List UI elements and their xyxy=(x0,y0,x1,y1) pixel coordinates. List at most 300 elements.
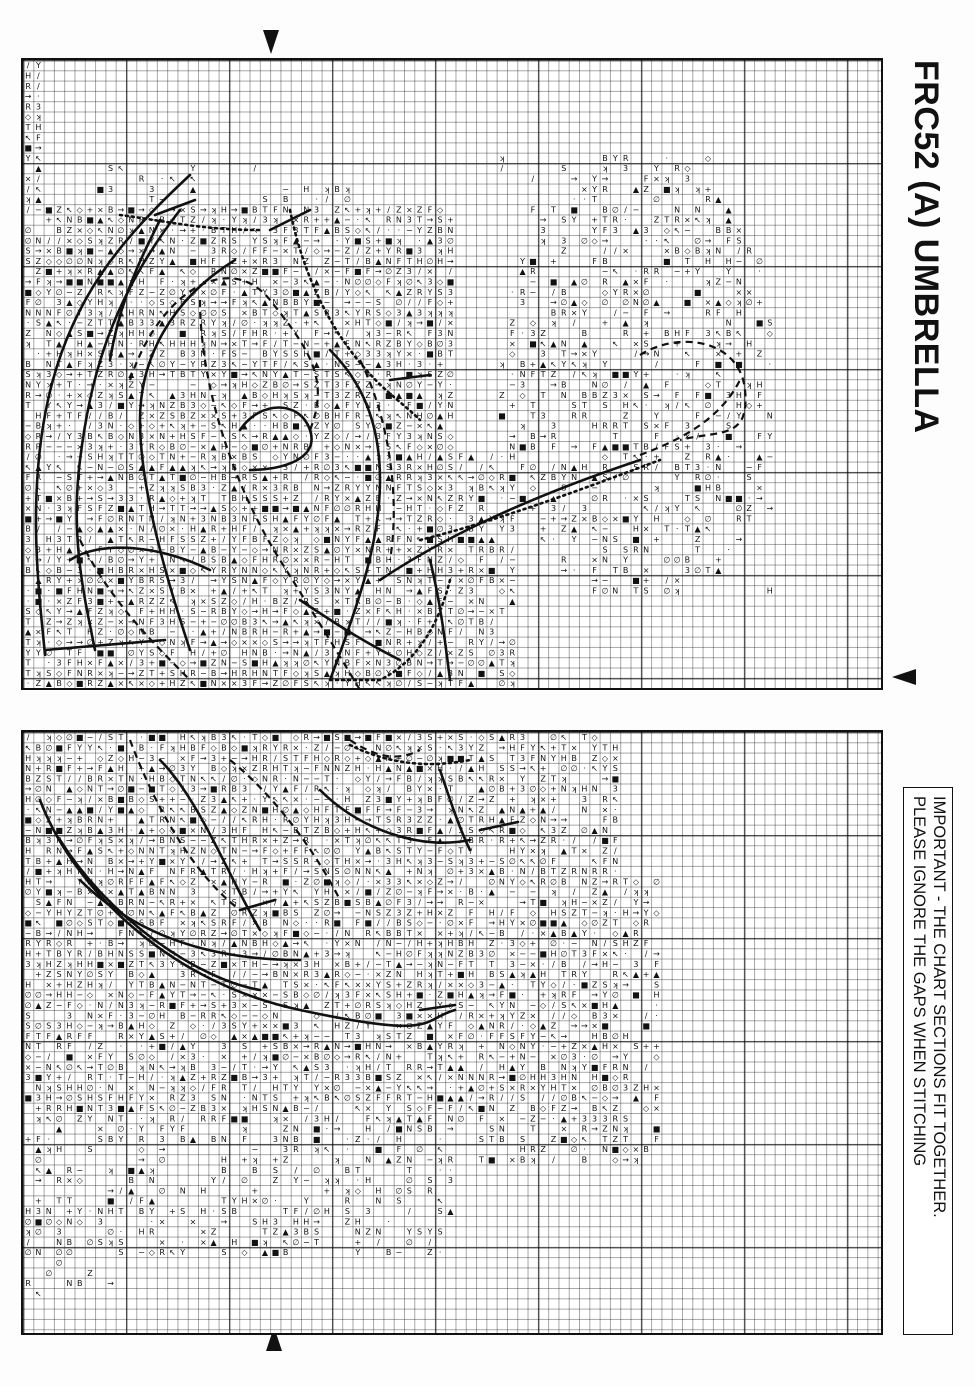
stitch-symbol: B xyxy=(602,205,608,214)
stitch-symbol: F xyxy=(67,587,72,596)
stitch-symbol: ■ xyxy=(385,319,393,328)
stitch-symbol: T xyxy=(344,257,350,266)
stitch-symbol: B xyxy=(304,442,310,451)
stitch-symbol: F xyxy=(376,607,381,616)
stitch-symbol: ↖ xyxy=(56,628,63,637)
stitch-symbol: S xyxy=(36,898,41,907)
stitch-symbol: ◇ xyxy=(108,257,115,266)
stitch-symbol: 3 xyxy=(77,566,82,575)
stitch-symbol: / xyxy=(439,980,442,989)
stitch-symbol: H xyxy=(77,350,83,359)
stitch-symbol: − xyxy=(303,422,310,431)
stitch-symbol: − xyxy=(200,836,207,845)
stitch-symbol: ↖ xyxy=(385,836,392,845)
stitch-symbol: ◇ xyxy=(581,919,588,928)
stitch-symbol: N xyxy=(592,785,598,794)
stitch-symbol: N xyxy=(314,483,320,492)
stitch-symbol: H xyxy=(159,607,165,616)
stitch-symbol: ■ xyxy=(416,991,424,1000)
stitch-symbol: − xyxy=(365,411,372,420)
stitch-symbol: T xyxy=(632,442,638,451)
stitch-symbol: S xyxy=(252,494,257,503)
stitch-symbol: ◇ xyxy=(643,1104,650,1113)
stitch-symbol: ∅ xyxy=(395,888,402,897)
stitch-symbol: ▲ xyxy=(375,1083,382,1092)
stitch-symbol: 3 xyxy=(314,970,319,979)
stitch-symbol: B xyxy=(262,648,268,657)
stitch-symbol: ◇ xyxy=(231,247,238,256)
stitch-symbol: / xyxy=(37,175,40,184)
stitch-symbol: ■ xyxy=(509,991,517,1000)
stitch-symbol: B xyxy=(98,949,104,958)
stitch-symbol: Z xyxy=(365,1094,371,1103)
notice-line-2: PLEASE IGNORE THE GAPS WHEN STITCHING xyxy=(909,796,929,1326)
stitch-symbol: ■ xyxy=(76,733,84,742)
stitch-symbol: / xyxy=(78,774,81,783)
stitch-symbol: Y xyxy=(354,483,360,492)
stitch-symbol: ∅ xyxy=(56,1259,63,1268)
stitch-symbol: ■ xyxy=(66,247,74,256)
stitch-symbol: T xyxy=(159,453,165,462)
stitch-symbol: Z xyxy=(87,319,93,328)
stitch-symbol: × xyxy=(76,226,83,235)
stitch-symbol: N xyxy=(87,877,93,886)
stitch-symbol: / xyxy=(47,556,50,565)
stitch-symbol: N xyxy=(386,1053,392,1062)
stitch-symbol: × xyxy=(684,432,691,441)
stitch-symbol: ∅ xyxy=(117,226,124,235)
stitch-symbol: Z xyxy=(643,185,649,194)
stitch-symbol: F xyxy=(129,877,134,886)
stitch-symbol: × xyxy=(416,929,423,938)
stitch-symbol: S xyxy=(427,733,432,742)
stitch-symbol: R xyxy=(582,1125,588,1134)
stitch-symbol: − xyxy=(303,774,310,783)
stitch-symbol: ■ xyxy=(97,960,105,969)
stitch-symbol: N xyxy=(128,867,134,876)
stitch-symbol: H xyxy=(406,628,412,637)
stitch-symbol: → xyxy=(736,442,743,451)
stitch-symbol: + xyxy=(251,1186,258,1195)
stitch-symbol: − xyxy=(221,545,228,554)
stitch-symbol: · xyxy=(140,494,143,503)
stitch-symbol: × xyxy=(241,1032,248,1041)
stitch-symbol: B xyxy=(149,888,155,897)
stitch-symbol: H xyxy=(581,785,587,794)
stitch-symbol: ◇ xyxy=(118,216,125,225)
stitch-symbol: B xyxy=(211,733,217,742)
stitch-symbol: ◇ xyxy=(87,226,94,235)
stitch-symbol: 3 xyxy=(510,525,515,534)
stitch-symbol: ʞ xyxy=(242,1104,247,1113)
stitch-symbol: ▲ xyxy=(375,360,382,369)
stitch-symbol: / xyxy=(552,805,555,814)
stitch-symbol: × xyxy=(581,1001,588,1010)
stitch-symbol: T xyxy=(190,370,196,379)
stitch-symbol: / xyxy=(532,867,535,876)
stitch-symbol: × xyxy=(148,411,155,420)
stitch-symbol: B xyxy=(221,556,227,565)
stitch-symbol: H xyxy=(169,617,175,626)
stitch-symbol: Z xyxy=(355,607,361,616)
stitch-symbol: F xyxy=(438,846,443,855)
stitch-symbol: ▲ xyxy=(180,1042,187,1051)
stitch-symbol: ◇ xyxy=(241,442,248,451)
stitch-symbol: N xyxy=(293,648,299,657)
stitch-symbol: − xyxy=(334,267,341,276)
stitch-symbol: → xyxy=(251,607,258,616)
stitch-symbol: B xyxy=(170,442,176,451)
stitch-symbol: 3 xyxy=(180,970,185,979)
stitch-symbol: H xyxy=(344,857,350,866)
stitch-symbol: → xyxy=(251,401,258,410)
stitch-symbol: − xyxy=(313,795,320,804)
stitch-symbol: T xyxy=(272,669,278,678)
stitch-symbol: Z xyxy=(190,319,196,328)
stitch-symbol: ▲ xyxy=(437,411,444,420)
stitch-symbol: H xyxy=(56,991,62,1000)
stitch-symbol: H xyxy=(530,1073,536,1082)
stitch-symbol: ↖ xyxy=(375,411,382,420)
stitch-symbol: N xyxy=(561,463,567,472)
stitch-symbol: / xyxy=(315,494,318,503)
stitch-symbol: 3 xyxy=(335,463,340,472)
stitch-symbol: ↖ xyxy=(251,298,258,307)
stitch-symbol: + xyxy=(159,422,166,431)
stitch-symbol: ▲ xyxy=(509,970,516,979)
stitch-symbol: ◇ xyxy=(355,288,362,297)
stitch-symbol: T xyxy=(468,816,474,825)
stitch-symbol: N xyxy=(447,226,453,235)
stitch-symbol: ↖ xyxy=(488,1053,495,1062)
stitch-symbol: N xyxy=(520,867,526,876)
stitch-symbol: R xyxy=(602,277,608,286)
stitch-symbol: / xyxy=(655,442,658,451)
stitch-symbol: + xyxy=(406,795,413,804)
stitch-symbol: · xyxy=(563,939,566,948)
stitch-symbol: ↖ xyxy=(540,535,547,544)
stitch-symbol: F xyxy=(397,257,402,266)
stitch-symbol: S xyxy=(304,360,309,369)
stitch-symbol: ▲ xyxy=(437,669,444,678)
stitch-symbol: F xyxy=(376,805,381,814)
stitch-symbol: / xyxy=(645,949,648,958)
stitch-symbol: Z xyxy=(36,774,42,783)
stitch-symbol: ʞ xyxy=(129,277,134,286)
stitch-symbol: R xyxy=(98,288,104,297)
stitch-symbol: N xyxy=(200,391,206,400)
stitch-symbol: · xyxy=(655,1001,658,1010)
stitch-symbol: ◇ xyxy=(138,1145,145,1154)
stitch-symbol: / xyxy=(562,504,565,513)
stitch-symbol: Z xyxy=(602,1125,608,1134)
stitch-symbol: ▲ xyxy=(303,288,310,297)
stitch-symbol: / xyxy=(326,617,329,626)
stitch-symbol: 3 xyxy=(407,816,412,825)
stitch-symbol: Y xyxy=(344,679,350,688)
stitch-symbol: ↖ xyxy=(540,826,547,835)
stitch-symbol: − xyxy=(385,1083,392,1092)
stitch-symbol: ∅ xyxy=(550,733,557,742)
stitch-symbol: N xyxy=(211,514,217,523)
stitch-symbol: F xyxy=(242,535,247,544)
stitch-symbol: S xyxy=(26,1011,31,1020)
stitch-symbol: → xyxy=(45,877,52,886)
stitch-symbol: T xyxy=(282,764,288,773)
stitch-symbol: H xyxy=(375,504,381,513)
stitch-symbol: ↖ xyxy=(344,566,351,575)
stitch-symbol: + xyxy=(643,970,650,979)
stitch-symbol: ʞ xyxy=(664,504,669,513)
stitch-symbol: S xyxy=(427,370,432,379)
stitch-symbol: ■ xyxy=(663,257,671,266)
stitch-symbol: H xyxy=(272,514,278,523)
stitch-symbol: F xyxy=(325,805,330,814)
stitch-symbol: ↖ xyxy=(169,422,176,431)
stitch-symbol: N xyxy=(180,1186,186,1195)
stitch-symbol: N xyxy=(283,205,289,214)
stitch-symbol: / xyxy=(223,1176,226,1185)
stitch-symbol: + xyxy=(66,576,73,585)
stitch-symbol: Y xyxy=(66,514,72,523)
stitch-symbol: ▲ xyxy=(293,236,300,245)
stitch-symbol: ◇ xyxy=(530,319,537,328)
stitch-symbol: · xyxy=(449,1083,452,1092)
stitch-symbol: R xyxy=(396,816,402,825)
stitch-symbol: ▲ xyxy=(108,659,115,668)
stitch-symbol: F xyxy=(448,628,453,637)
stitch-symbol: ʞ xyxy=(87,360,92,369)
stitch-symbol: − xyxy=(200,960,207,969)
stitch-symbol: Y xyxy=(653,411,659,420)
stitch-symbol: → xyxy=(76,638,83,647)
stitch-symbol: ■ xyxy=(426,350,434,359)
stitch-symbol: ∅ xyxy=(663,587,670,596)
stitch-symbol: R xyxy=(170,1094,176,1103)
stitch-symbol: × xyxy=(25,504,32,513)
stitch-symbol: 3 xyxy=(232,514,237,523)
stitch-symbol: · xyxy=(418,350,421,359)
stitch-symbol: → xyxy=(221,380,228,389)
stitch-symbol: ∅ xyxy=(313,514,320,523)
stitch-symbol: T xyxy=(303,226,309,235)
stitch-symbol: ∅ xyxy=(406,949,413,958)
stitch-symbol: + xyxy=(354,960,361,969)
stitch-symbol: B xyxy=(499,1135,505,1144)
stitch-symbol: × xyxy=(262,1022,269,1031)
stitch-symbol: N xyxy=(561,339,567,348)
stitch-symbol: × xyxy=(282,247,289,256)
stitch-symbol: + xyxy=(653,453,660,462)
stitch-symbol: R xyxy=(25,391,31,400)
stitch-symbol: ◇ xyxy=(149,1022,156,1031)
stitch-symbol: ↖ xyxy=(550,1032,557,1041)
stitch-symbol: · xyxy=(305,267,308,276)
stitch-symbol: R xyxy=(304,733,310,742)
stitch-symbol: ʞ xyxy=(36,960,41,969)
stitch-symbol: R xyxy=(139,175,145,184)
stitch-symbol: ▲ xyxy=(386,1156,393,1165)
stitch-symbol: / xyxy=(562,1011,565,1020)
stitch-symbol: ∅ xyxy=(159,525,166,534)
stitch-symbol: R xyxy=(56,836,62,845)
stitch-symbol: − xyxy=(231,659,238,668)
stitch-symbol: × xyxy=(633,277,640,286)
stitch-symbol: T xyxy=(344,836,350,845)
stitch-symbol: ▲ xyxy=(478,514,485,523)
stitch-symbol: − xyxy=(35,1063,42,1072)
stitch-symbol: N xyxy=(386,638,392,647)
stitch-symbol: F xyxy=(314,329,319,338)
stitch-symbol: ∅ xyxy=(292,1238,299,1247)
stitch-symbol: R xyxy=(149,442,155,451)
stitch-symbol: R xyxy=(458,898,464,907)
stitch-symbol: → xyxy=(262,545,269,554)
stitch-symbol: 3 xyxy=(160,960,165,969)
stitch-symbol: F xyxy=(345,805,350,814)
stitch-symbol: − xyxy=(169,628,176,637)
stitch-symbol: + xyxy=(56,411,63,420)
stitch-symbol: → xyxy=(251,949,258,958)
stitch-symbol: · xyxy=(666,154,669,163)
stitch-symbol: ↖ xyxy=(35,919,42,928)
stitch-symbol: × xyxy=(87,350,94,359)
stitch-symbol: S xyxy=(644,587,649,596)
stitch-symbol: ∅ xyxy=(282,679,289,688)
stitch-symbol: / xyxy=(58,525,61,534)
stitch-symbol: · xyxy=(151,743,154,752)
stitch-symbol: ↖ xyxy=(375,679,382,688)
stitch-symbol: ʞ xyxy=(36,669,41,678)
stitch-symbol: S xyxy=(139,919,144,928)
stitch-symbol: H xyxy=(417,939,423,948)
stitch-symbol: H xyxy=(108,867,114,876)
stitch-symbol: R xyxy=(139,216,145,225)
stitch-symbol: ▲ xyxy=(97,216,104,225)
stitch-symbol: S xyxy=(211,919,216,928)
stitch-symbol: ■ xyxy=(498,411,506,420)
stitch-symbol: H xyxy=(633,525,639,534)
stitch-symbol: + xyxy=(251,1022,258,1031)
stitch-symbol: · xyxy=(274,648,277,657)
stitch-symbol: Y xyxy=(571,216,577,225)
stitch-symbol: S xyxy=(242,1042,247,1051)
stitch-symbol: ■ xyxy=(220,960,228,969)
stitch-symbol: 3 xyxy=(149,319,154,328)
stitch-symbol: ∅ xyxy=(56,1114,63,1123)
stitch-symbol: S xyxy=(160,566,165,575)
stitch-symbol: F xyxy=(119,929,124,938)
stitch-symbol: Y xyxy=(35,380,41,389)
stitch-symbol: − xyxy=(385,597,392,606)
stitch-symbol: ▲ xyxy=(396,960,403,969)
stitch-symbol: ■ xyxy=(241,205,249,214)
stitch-symbol: T xyxy=(622,422,628,431)
stitch-symbol: ▲ xyxy=(283,1104,290,1113)
stitch-symbol: T xyxy=(251,288,257,297)
stitch-symbol: N xyxy=(314,504,320,513)
stitch-symbol: Z xyxy=(633,939,639,948)
stitch-symbol: − xyxy=(540,514,547,523)
stitch-symbol: B xyxy=(664,329,670,338)
stitch-symbol: × xyxy=(354,442,361,451)
stitch-symbol: ▲ xyxy=(499,733,506,742)
stitch-symbol: S xyxy=(262,195,267,204)
stitch-symbol: / xyxy=(377,1135,380,1144)
stitch-symbol: F xyxy=(397,535,402,544)
stitch-symbol: F xyxy=(438,795,443,804)
stitch-symbol: ◇ xyxy=(87,991,94,1000)
stitch-symbol: H xyxy=(25,795,31,804)
stitch-symbol: 3 xyxy=(386,877,391,886)
stitch-symbol: × xyxy=(653,1083,660,1092)
stitch-symbol: ∅ xyxy=(87,576,94,585)
stitch-symbol: ■ xyxy=(323,733,331,742)
stitch-symbol: 3 xyxy=(695,463,700,472)
stitch-symbol: ◇ xyxy=(272,939,279,948)
stitch-symbol: · xyxy=(27,319,30,328)
stitch-symbol: ↖ xyxy=(303,277,310,286)
stitch-symbol: ʞ xyxy=(633,1156,638,1165)
stitch-symbol: R xyxy=(46,1104,52,1113)
stitch-symbol: Z xyxy=(180,679,186,688)
stitch-symbol: T xyxy=(179,504,185,513)
stitch-symbol: − xyxy=(200,991,207,1000)
stitch-symbol: → xyxy=(138,401,145,410)
stitch-symbol: ʞ xyxy=(705,277,710,286)
stitch-symbol: S xyxy=(170,669,175,678)
stitch-symbol: N xyxy=(375,1228,381,1237)
stitch-symbol: ◇ xyxy=(293,607,300,616)
stitch-symbol: T xyxy=(45,949,51,958)
stitch-symbol: / xyxy=(58,432,61,441)
stitch-symbol: + xyxy=(190,277,197,286)
stitch-symbol: ʞ xyxy=(417,795,422,804)
stitch-symbol: ▲ xyxy=(386,867,393,876)
stitch-symbol: ◇ xyxy=(149,329,156,338)
stitch-symbol: × xyxy=(478,566,485,575)
stitch-symbol: ∅ xyxy=(447,795,454,804)
stitch-symbol: × xyxy=(190,587,197,596)
stitch-symbol: ↖ xyxy=(25,743,32,752)
stitch-symbol: Y xyxy=(76,743,82,752)
stitch-symbol: ∅ xyxy=(87,1238,94,1247)
stitch-symbol: ■ xyxy=(375,638,383,647)
stitch-symbol: → xyxy=(200,785,207,794)
stitch-symbol: N xyxy=(169,236,175,245)
stitch-symbol: ʞ xyxy=(437,754,442,763)
stitch-symbol: N xyxy=(633,298,639,307)
stitch-symbol: ∅ xyxy=(375,597,382,606)
stitch-symbol: − xyxy=(766,453,773,462)
stitch-symbol: ʞ xyxy=(407,743,412,752)
stitch-symbol: × xyxy=(169,566,176,575)
stitch-symbol: · xyxy=(48,597,51,606)
stitch-symbol: · xyxy=(460,888,463,897)
stitch-symbol: ■ xyxy=(148,733,156,742)
stitch-symbol: ■ xyxy=(642,1022,650,1031)
stitch-symbol: − xyxy=(684,226,691,235)
stitch-symbol: N xyxy=(128,929,134,938)
stitch-symbol: Z xyxy=(273,679,279,688)
stitch-symbol: + xyxy=(530,805,537,814)
stitch-symbol: Y xyxy=(725,267,731,276)
stitch-symbol: B xyxy=(231,785,237,794)
stitch-symbol: ∅ xyxy=(45,1217,52,1226)
stitch-symbol: ■ xyxy=(55,919,63,928)
stitch-symbol: Z xyxy=(448,494,454,503)
stitch-symbol: ▲ xyxy=(200,545,207,554)
